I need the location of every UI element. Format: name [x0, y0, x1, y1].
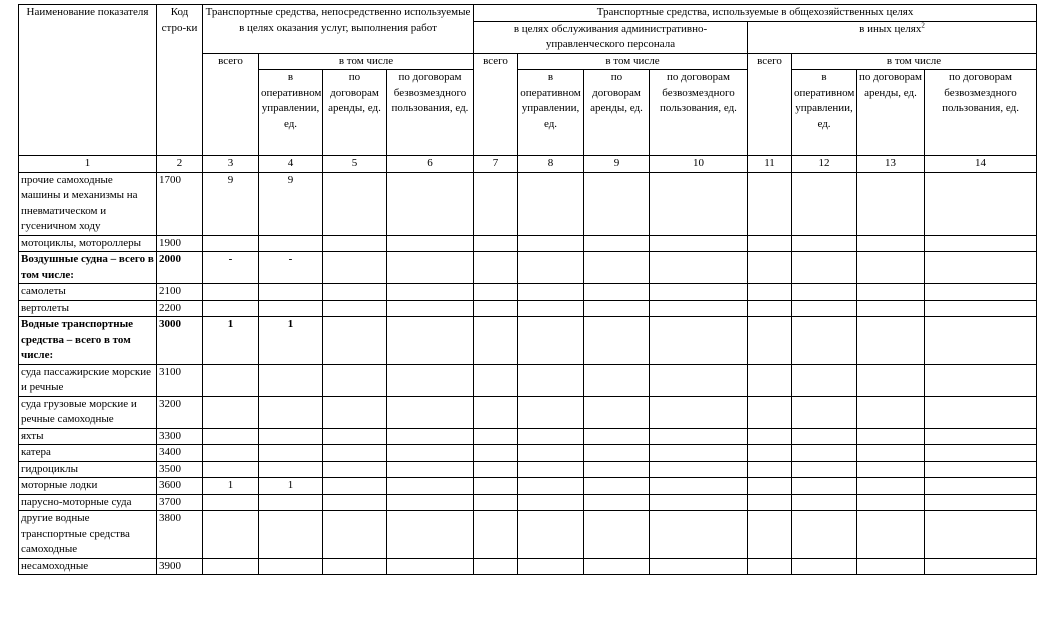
cell-col-13	[857, 284, 925, 301]
cell-col-9	[584, 428, 650, 445]
cell-col-7	[474, 478, 518, 495]
col-number: 1	[19, 156, 157, 173]
cell-col-7	[474, 284, 518, 301]
cell-col-5	[323, 478, 387, 495]
cell-total-3: 9	[203, 172, 259, 235]
table-row	[19, 235, 1037, 252]
cell-col-9	[584, 558, 650, 575]
cell-operative-4	[259, 428, 323, 445]
cell-operative-4: -	[259, 252, 323, 284]
row-name: суда пассажирские морские и речные	[19, 364, 157, 396]
header-direct-use-group: Транспортные средства, непосредственно используемые в целях оказания услуг, выполнения работ	[203, 5, 474, 54]
cell-total-3: 1	[203, 317, 259, 365]
cell-col-11	[748, 558, 792, 575]
table-row	[19, 478, 1037, 495]
cell-col-6	[387, 300, 474, 317]
row-code: 3900	[157, 558, 203, 575]
cell-col-14	[925, 300, 1037, 317]
table-row	[19, 445, 1037, 462]
cell-col-11	[748, 172, 792, 235]
cell-col-6	[387, 396, 474, 428]
cell-col-7	[474, 317, 518, 365]
cell-col-11	[748, 478, 792, 495]
header-total-3: всего	[203, 53, 259, 156]
row-code: 3100	[157, 364, 203, 396]
cell-total-3	[203, 494, 259, 511]
header-admin-staff: в целях обслуживания административно-управленческого персонала	[474, 21, 748, 53]
header-indicator-name: Наименование показателя	[19, 5, 157, 156]
cell-col-10	[650, 428, 748, 445]
header-total-11: всего	[748, 53, 792, 156]
cell-col-8	[518, 235, 584, 252]
table-row	[19, 252, 1037, 284]
cell-col-11	[748, 396, 792, 428]
cell-col-8	[518, 300, 584, 317]
row-name: яхты	[19, 428, 157, 445]
cell-col-7	[474, 494, 518, 511]
cell-col-9	[584, 235, 650, 252]
cell-total-3	[203, 511, 259, 559]
cell-col-14	[925, 478, 1037, 495]
cell-col-8	[518, 396, 584, 428]
header-free-use-6: по договорам безвозмездного пользования, ед.	[387, 70, 474, 156]
row-name: суда грузовые морские и речные самоходные	[19, 396, 157, 428]
cell-col-10	[650, 445, 748, 462]
row-name: Воздушные судна – всего в том числе:	[19, 252, 157, 284]
row-name: парусно-моторные суда	[19, 494, 157, 511]
header-free-use-14: по договорам безвозмездного пользования, ед.	[925, 70, 1037, 156]
cell-col-6	[387, 428, 474, 445]
cell-col-12	[792, 300, 857, 317]
row-code: 3500	[157, 461, 203, 478]
cell-col-6	[387, 461, 474, 478]
row-name: мотоциклы, мотороллеры	[19, 235, 157, 252]
cell-col-8	[518, 478, 584, 495]
cell-col-7	[474, 252, 518, 284]
row-code: 1900	[157, 235, 203, 252]
header-row-code: Код стро-ки	[157, 5, 203, 156]
header-lease-13: по договорам аренды, ед.	[857, 70, 925, 156]
cell-col-13	[857, 511, 925, 559]
cell-total-3	[203, 396, 259, 428]
row-name: гидроциклы	[19, 461, 157, 478]
cell-col-12	[792, 558, 857, 575]
cell-col-6	[387, 511, 474, 559]
header-including-admin: в том числе	[518, 53, 748, 70]
cell-total-3	[203, 558, 259, 575]
cell-operative-4	[259, 396, 323, 428]
cell-operative-4: 9	[259, 172, 323, 235]
header-including-direct: в том числе	[259, 53, 474, 70]
cell-col-12	[792, 445, 857, 462]
cell-total-3	[203, 284, 259, 301]
cell-col-13	[857, 172, 925, 235]
header-including-other: в том числе	[792, 53, 1037, 70]
col-number: 12	[792, 156, 857, 173]
row-code: 3600	[157, 478, 203, 495]
cell-col-6	[387, 252, 474, 284]
row-code: 3200	[157, 396, 203, 428]
cell-col-13	[857, 364, 925, 396]
cell-total-3	[203, 445, 259, 462]
cell-col-13	[857, 494, 925, 511]
col-number: 5	[323, 156, 387, 173]
cell-col-5	[323, 172, 387, 235]
cell-col-12	[792, 235, 857, 252]
col-number: 3	[203, 156, 259, 173]
cell-col-5	[323, 428, 387, 445]
cell-col-6	[387, 235, 474, 252]
cell-col-5	[323, 494, 387, 511]
cell-col-8	[518, 558, 584, 575]
cell-operative-4	[259, 511, 323, 559]
cell-col-14	[925, 252, 1037, 284]
table-body	[19, 172, 1037, 575]
cell-col-6	[387, 172, 474, 235]
cell-col-11	[748, 445, 792, 462]
row-name: другие водные транспортные средства самоходные	[19, 511, 157, 559]
cell-col-9	[584, 494, 650, 511]
cell-total-3	[203, 428, 259, 445]
cell-col-9	[584, 172, 650, 235]
cell-col-12	[792, 172, 857, 235]
cell-col-5	[323, 511, 387, 559]
cell-col-14	[925, 364, 1037, 396]
header-general-use-group: Транспортные средства, используемые в общехозяйственных целях	[474, 5, 1037, 22]
cell-operative-4	[259, 445, 323, 462]
row-code: 3000	[157, 317, 203, 365]
row-code: 3700	[157, 494, 203, 511]
table-row	[19, 494, 1037, 511]
row-name: Водные транспортные средства – всего в том числе:	[19, 317, 157, 365]
cell-operative-4	[259, 300, 323, 317]
cell-col-14	[925, 172, 1037, 235]
row-code: 3800	[157, 511, 203, 559]
col-number: 9	[584, 156, 650, 173]
cell-col-13	[857, 300, 925, 317]
cell-col-5	[323, 461, 387, 478]
cell-col-10	[650, 558, 748, 575]
cell-col-12	[792, 511, 857, 559]
cell-operative-4	[259, 235, 323, 252]
cell-total-3	[203, 364, 259, 396]
table-row	[19, 284, 1037, 301]
cell-col-12	[792, 478, 857, 495]
cell-col-12	[792, 252, 857, 284]
cell-col-9	[584, 284, 650, 301]
cell-col-9	[584, 461, 650, 478]
column-numbers-row	[19, 156, 1037, 173]
cell-col-7	[474, 235, 518, 252]
cell-col-13	[857, 558, 925, 575]
cell-col-14	[925, 317, 1037, 365]
cell-col-13	[857, 252, 925, 284]
cell-col-7	[474, 428, 518, 445]
cell-col-8	[518, 494, 584, 511]
cell-col-9	[584, 300, 650, 317]
cell-col-13	[857, 445, 925, 462]
cell-col-7	[474, 396, 518, 428]
cell-operative-4: 1	[259, 317, 323, 365]
cell-col-14	[925, 461, 1037, 478]
cell-col-11	[748, 284, 792, 301]
cell-col-14	[925, 284, 1037, 301]
col-number: 4	[259, 156, 323, 173]
cell-col-13	[857, 428, 925, 445]
table-row	[19, 511, 1037, 559]
cell-col-10	[650, 252, 748, 284]
cell-col-8	[518, 252, 584, 284]
cell-col-11	[748, 364, 792, 396]
header-free-use-10: по договорам безвозмездного пользования, ед.	[650, 70, 748, 156]
cell-col-8	[518, 317, 584, 365]
cell-col-8	[518, 284, 584, 301]
cell-col-5	[323, 252, 387, 284]
cell-col-6	[387, 558, 474, 575]
cell-col-9	[584, 445, 650, 462]
cell-col-12	[792, 428, 857, 445]
cell-col-11	[748, 494, 792, 511]
header-operative-8: в оперативном управлении, ед.	[518, 70, 584, 156]
cell-col-12	[792, 317, 857, 365]
cell-col-11	[748, 252, 792, 284]
cell-col-8	[518, 445, 584, 462]
cell-col-10	[650, 478, 748, 495]
cell-col-8	[518, 428, 584, 445]
cell-col-8	[518, 511, 584, 559]
header-total-7: всего	[474, 53, 518, 156]
cell-col-5	[323, 300, 387, 317]
row-code: 3300	[157, 428, 203, 445]
header-operative-4: в оперативном управлении, ед.	[259, 70, 323, 156]
cell-col-9	[584, 252, 650, 284]
row-code: 3400	[157, 445, 203, 462]
cell-col-7	[474, 172, 518, 235]
cell-col-6	[387, 494, 474, 511]
row-code: 1700	[157, 172, 203, 235]
cell-col-14	[925, 494, 1037, 511]
cell-col-12	[792, 364, 857, 396]
cell-total-3	[203, 235, 259, 252]
cell-col-7	[474, 461, 518, 478]
cell-col-10	[650, 511, 748, 559]
cell-col-6	[387, 284, 474, 301]
table-row	[19, 558, 1037, 575]
cell-col-13	[857, 461, 925, 478]
cell-col-12	[792, 396, 857, 428]
cell-col-11	[748, 300, 792, 317]
cell-col-10	[650, 235, 748, 252]
table-row	[19, 317, 1037, 365]
cell-col-12	[792, 494, 857, 511]
table-row	[19, 172, 1037, 235]
cell-col-12	[792, 284, 857, 301]
row-name: прочие самоходные машины и механизмы на пневматическом и гусеничном ходу	[19, 172, 157, 235]
col-number: 2	[157, 156, 203, 173]
row-name: моторные лодки	[19, 478, 157, 495]
cell-col-7	[474, 511, 518, 559]
cell-operative-4	[259, 558, 323, 575]
col-number: 7	[474, 156, 518, 173]
col-number: 8	[518, 156, 584, 173]
table-row	[19, 364, 1037, 396]
col-number: 13	[857, 156, 925, 173]
cell-col-6	[387, 445, 474, 462]
cell-col-10	[650, 284, 748, 301]
cell-col-10	[650, 396, 748, 428]
cell-col-10	[650, 364, 748, 396]
cell-col-13	[857, 478, 925, 495]
cell-col-11	[748, 235, 792, 252]
header-operative-12: в оперативном управлении, ед.	[792, 70, 857, 156]
header-lease-9: по договорам аренды, ед.	[584, 70, 650, 156]
row-code: 2100	[157, 284, 203, 301]
cell-total-3	[203, 461, 259, 478]
cell-col-5	[323, 317, 387, 365]
table-row	[19, 461, 1037, 478]
row-code: 2000	[157, 252, 203, 284]
table-row	[19, 300, 1037, 317]
cell-col-5	[323, 445, 387, 462]
cell-col-10	[650, 300, 748, 317]
cell-total-3: 1	[203, 478, 259, 495]
cell-col-9	[584, 396, 650, 428]
cell-operative-4	[259, 364, 323, 396]
cell-col-5	[323, 364, 387, 396]
cell-operative-4	[259, 494, 323, 511]
table-row	[19, 428, 1037, 445]
cell-col-14	[925, 396, 1037, 428]
col-number: 6	[387, 156, 474, 173]
cell-col-14	[925, 235, 1037, 252]
cell-col-11	[748, 317, 792, 365]
cell-col-9	[584, 511, 650, 559]
col-number: 10	[650, 156, 748, 173]
cell-operative-4	[259, 461, 323, 478]
cell-col-6	[387, 478, 474, 495]
cell-col-13	[857, 317, 925, 365]
cell-col-14	[925, 558, 1037, 575]
cell-col-5	[323, 558, 387, 575]
footnote-marker: 2	[921, 21, 925, 29]
col-number: 14	[925, 156, 1037, 173]
row-name: вертолеты	[19, 300, 157, 317]
cell-total-3	[203, 300, 259, 317]
cell-col-9	[584, 478, 650, 495]
cell-col-10	[650, 494, 748, 511]
cell-col-5	[323, 284, 387, 301]
cell-col-7	[474, 445, 518, 462]
cell-operative-4: 1	[259, 478, 323, 495]
cell-col-7	[474, 300, 518, 317]
cell-col-8	[518, 461, 584, 478]
cell-col-12	[792, 461, 857, 478]
cell-col-8	[518, 172, 584, 235]
cell-col-13	[857, 235, 925, 252]
cell-col-10	[650, 172, 748, 235]
cell-col-14	[925, 511, 1037, 559]
cell-col-11	[748, 461, 792, 478]
cell-col-10	[650, 317, 748, 365]
row-name: катера	[19, 445, 157, 462]
cell-total-3: -	[203, 252, 259, 284]
cell-col-10	[650, 461, 748, 478]
cell-col-14	[925, 445, 1037, 462]
cell-col-9	[584, 317, 650, 365]
cell-col-6	[387, 364, 474, 396]
header-lease-5: по договорам аренды, ед.	[323, 70, 387, 156]
cell-col-11	[748, 428, 792, 445]
cell-col-14	[925, 428, 1037, 445]
cell-col-13	[857, 396, 925, 428]
cell-col-9	[584, 364, 650, 396]
cell-operative-4	[259, 284, 323, 301]
cell-col-8	[518, 364, 584, 396]
header-other-purposes: в иных целях$^2$	[748, 21, 1037, 53]
row-name: самолеты	[19, 284, 157, 301]
cell-col-11	[748, 511, 792, 559]
cell-col-7	[474, 364, 518, 396]
cell-col-5	[323, 396, 387, 428]
cell-col-5	[323, 235, 387, 252]
row-name: несамоходные	[19, 558, 157, 575]
cell-col-6	[387, 317, 474, 365]
table-row	[19, 396, 1037, 428]
row-code: 2200	[157, 300, 203, 317]
col-number: 11	[748, 156, 792, 173]
cell-col-7	[474, 558, 518, 575]
transport-report-table	[18, 4, 1037, 575]
